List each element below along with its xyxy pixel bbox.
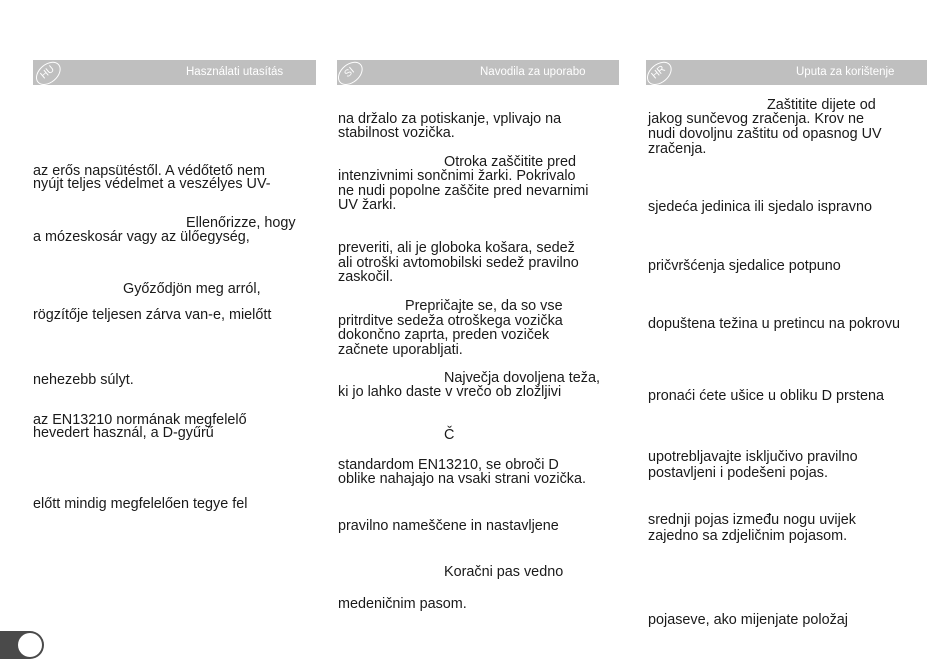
header-band-hr [646, 60, 927, 85]
text-line: zračenja. [648, 141, 707, 157]
text-line: a mózeskosár vagy az ülőegység, [33, 229, 250, 245]
text-line: srednji pojas između nogu uvijek [648, 512, 856, 528]
text-line: sjedeća jedinica ili sjedalo ispravno [648, 199, 872, 215]
text-line: Otroka zaščitite pred [444, 154, 576, 170]
text-line: Največja dovoljena teža, [444, 370, 600, 386]
text-line: nudi dovoljnu zaštitu od opasnog UV [648, 126, 882, 142]
page-tab-knob [18, 633, 42, 657]
text-line: zajedno sa zdjeličnim pojasom. [648, 528, 848, 544]
text-line: preveriti, ali je globoka košara, sedež [338, 240, 575, 256]
header-title-si: Navodila za uporabo [480, 66, 586, 78]
text-line: dopuštena težina u pretincu na pokrovu [648, 316, 901, 332]
language-badge-hr: HR [641, 56, 677, 91]
text-line: UV žarki. [338, 197, 397, 213]
text-line: pronaći ćete ušice u obliku D prstena [648, 388, 884, 404]
text-line: stabilnost vozička. [338, 125, 455, 141]
text-line: az erős napsütéstől. A védőtető nem [33, 163, 265, 179]
text-line: nyújt teljes védelmet a veszélyes UV- [33, 176, 271, 192]
text-line: pojaseve, ako mijenjate položaj [648, 612, 848, 628]
page-tab-marker [0, 631, 44, 659]
text-line: előtt mindig megfelelően tegye fel [33, 496, 248, 512]
text-line: intenzivnimi sončnimi žarki. Pokrivalo [338, 168, 576, 184]
header-title-hr: Uputa za korištenje [796, 66, 895, 78]
text-line: upotrebljavajte isključivo pravilno [648, 449, 858, 465]
text-line: pravilno nameščene in nastavljene [338, 518, 559, 534]
language-badge-si: SI [332, 56, 368, 91]
text-line: oblike nahajajo na vsaki strani vozička. [338, 471, 586, 487]
text-line: medeničnim pasom. [338, 596, 467, 612]
text-line: hevedert használ, a D-gyűrű [33, 425, 214, 441]
text-line: dokončno zaprta, preden voziček [338, 327, 550, 343]
text-line: pritrditve sedeža otroškega vozička [338, 313, 563, 329]
text-line: Prepričajte se, da so vse [405, 298, 563, 314]
text-line: ne nudi popolne zaščite pred nevarnimi [338, 183, 589, 199]
language-badge-hu: HU [30, 56, 66, 91]
text-line: Č [444, 427, 455, 443]
text-line: na držalo za potiskanje, vplivajo na [338, 111, 562, 127]
text-line: postavljeni i podešeni pojas. [648, 465, 829, 481]
text-line: Ellenőrizze, hogy [186, 215, 296, 231]
header-band-hu [33, 60, 316, 85]
text-line: rögzítője teljesen zárva van-e, mielőtt [33, 307, 272, 323]
text-line: Zaštitite dijete od [767, 97, 876, 113]
text-line: Koračni pas vedno [444, 564, 564, 580]
text-line: začnete uporabljati. [338, 342, 463, 358]
text-line: Győződjön meg arról, [123, 281, 261, 297]
text-line: jakog sunčevog zračenja. Krov ne [648, 111, 864, 127]
text-line: standardom EN13210, se obroči D [338, 457, 559, 473]
text-line: nehezebb súlyt. [33, 372, 134, 388]
text-line: pričvršćenja sjedalice potpuno [648, 258, 841, 274]
header-title-hu: Használati utasítás [186, 66, 284, 78]
header-band-si [337, 60, 619, 85]
text-line: ki jo lahko daste v vrečo ob zložljivi [338, 384, 562, 400]
text-line: ali otroški avtomobilski sedež pravilno [338, 255, 579, 271]
text-line: zaskočil. [338, 269, 394, 285]
text-line: az EN13210 normának megfelelő [33, 412, 247, 428]
